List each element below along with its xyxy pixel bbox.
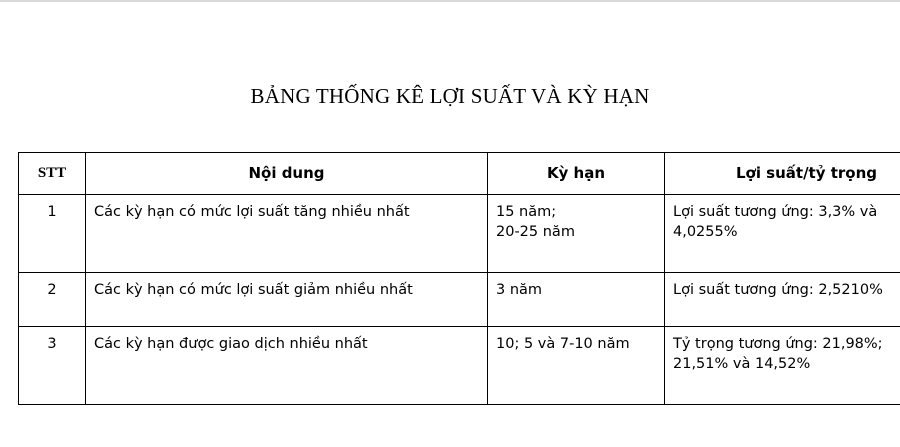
cell-ky-han-line2: 20-25 năm — [496, 223, 575, 240]
cell-noi-dung: Các kỳ hạn có mức lợi suất tăng nhiều nhất — [86, 194, 488, 272]
column-header-loi-suat: Lợi suất/tỷ trọng — [665, 153, 900, 195]
table-row — [19, 272, 900, 326]
cell-loi-suat — [665, 326, 900, 404]
cell-ky-han-line1: 3 năm — [496, 281, 543, 298]
cell-loi-suat-line1: Lợi suất tương ứng: 3,3% và — [673, 203, 878, 220]
cell-ky-han — [488, 272, 665, 326]
cell-ky-han-line1: 15 năm; — [496, 203, 557, 220]
table-row — [19, 194, 900, 272]
cell-stt: 1 — [19, 194, 86, 272]
cell-stt: 3 — [19, 326, 86, 404]
cell-loi-suat — [665, 272, 900, 326]
column-header-ky-han: Kỳ hạn — [488, 153, 665, 195]
table-header-row — [19, 153, 900, 195]
rates-table — [18, 152, 900, 405]
cell-loi-suat-line2: 21,51% và 14,52% — [673, 355, 811, 372]
cell-ky-han-line1: 10; 5 và 7-10 năm — [496, 335, 630, 352]
table-row — [19, 326, 900, 404]
cell-stt: 2 — [19, 272, 86, 326]
cell-loi-suat-line2: 4,0255% — [673, 223, 738, 240]
cell-loi-suat — [665, 194, 900, 272]
column-header-noi-dung: Nội dung — [86, 153, 488, 195]
cell-ky-han — [488, 194, 665, 272]
cell-loi-suat-line1: Lợi suất tương ứng: 2,5210% — [673, 281, 883, 298]
cell-ky-han — [488, 326, 665, 404]
cell-loi-suat-line1: Tỷ trọng tương ứng: 21,98%; — [673, 335, 883, 352]
rates-table-container — [18, 152, 882, 405]
table-body — [19, 194, 900, 404]
cell-noi-dung: Các kỳ hạn có mức lợi suất giảm nhiều nhất — [86, 272, 488, 326]
page-title: BẢNG THỐNG KÊ LỢI SUẤT VÀ KỲ HẠN — [250, 84, 650, 108]
table-header — [19, 153, 900, 195]
cell-noi-dung: Các kỳ hạn được giao dịch nhiều nhất — [86, 326, 488, 404]
column-header-stt: STT — [19, 153, 86, 195]
